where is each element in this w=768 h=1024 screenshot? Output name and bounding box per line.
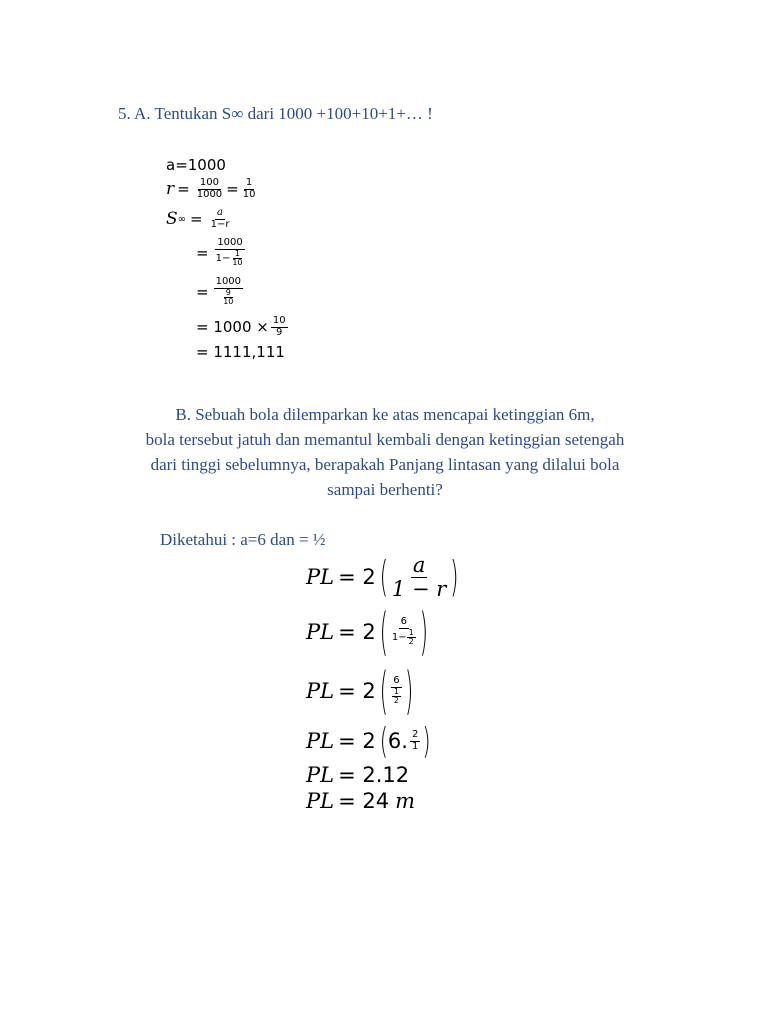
question-5b-line-4: sampai berhenti? — [327, 480, 443, 499]
pl-step-4-text: 6. — [387, 729, 408, 753]
question-5b-line-3: dari tinggi sebelumnya, berapakah Panjang lintasan yang dilalui bola — [150, 455, 620, 474]
known-values: Diketahui : a=6 dan = ½ — [160, 530, 326, 549]
pl-step-3: PL = 2 ( $\frac{6}{\frac{1}{2}}$ ) — [306, 662, 414, 720]
pl-step-3-fraction: $\frac{6}{\frac{1}{2}}$ — [393, 675, 400, 706]
ratio-equals: = — [226, 180, 239, 198]
question-5b-line-2: bola tersebut jatuh dan memantul kembali dengan ketinggian setengah — [145, 430, 625, 449]
pl-result: PL = 24 m — [306, 789, 415, 813]
sum-formula-fraction: $\frac{a}{1-r}$ — [210, 207, 230, 230]
pl-symbol: PL — [306, 565, 335, 589]
pl-result-text: = 24 — [338, 789, 390, 813]
ratio-line: r = $\frac{100}{1000}$ = $\frac{1}{10}$ — [166, 177, 256, 200]
pl-formula-line: PL = 2 ( $\frac{a}{1 - r}$ ) — [306, 553, 459, 601]
solution-5b — [306, 552, 458, 814]
question-5b — [80, 402, 690, 502]
pl-step-4-fraction: $\frac{2}{1}$ — [411, 729, 419, 752]
ratio-fraction-2: $\frac{1}{10}$ — [242, 177, 256, 200]
pl-step-2-fraction: 6 1− $\frac{1}{2}$ — [391, 616, 414, 647]
sum-step-2-fraction: 1000 1− $\frac{1}{10}$ — [215, 237, 243, 268]
ratio-symbol: r — [166, 179, 175, 199]
question-5b-line-1: B. Sebuah bola dilemparkan ke atas mencapai ketinggian 6m, — [175, 405, 595, 424]
sum-symbol: S — [166, 209, 178, 229]
sum-step-4 — [166, 312, 290, 342]
pl-formula-fraction: $\frac{a}{1 - r}$ — [391, 553, 447, 601]
sum-step-4-fraction: $\frac{10}{9}$ — [272, 315, 286, 338]
sum-formula-line: S ∞ = $\frac{a}{1-r}$ — [166, 207, 230, 230]
given-a — [166, 156, 290, 174]
pl-step-2: PL = 2 ( 6 1− $\frac{1}{2}$ ) — [306, 603, 428, 661]
sum-result-text: = 1111,111 — [196, 343, 285, 361]
pl-unit: m — [395, 789, 415, 813]
given-a-text: a=1000 — [166, 156, 226, 174]
question-5a: 5. A. Tentukan S∞ dari 1000 +100+10+1+… ! — [118, 104, 433, 123]
sum-step-2: = 1000 1− $\frac{1}{10}$ — [166, 234, 290, 272]
pl-step-5-text: = 2.12 — [338, 763, 410, 787]
sum-step-3: = $\frac{1000}{\frac{9}{10}}$ — [196, 276, 242, 307]
sum-step-3-fraction: $\frac{1000}{\frac{9}{10}}$ — [215, 276, 242, 307]
infinity-subscript: ∞ — [177, 213, 186, 225]
ratio-fraction-1: $\frac{100}{1000}$ — [196, 177, 223, 200]
solution-5a — [166, 156, 290, 362]
sum-result — [166, 342, 290, 362]
pl-step-4: PL = 2 ( 6. $\frac{2}{1}$ ) — [306, 720, 431, 762]
sum-step-4-text: = 1000 × — [196, 318, 269, 336]
pl-step-5: PL = 2.12 — [306, 763, 410, 787]
